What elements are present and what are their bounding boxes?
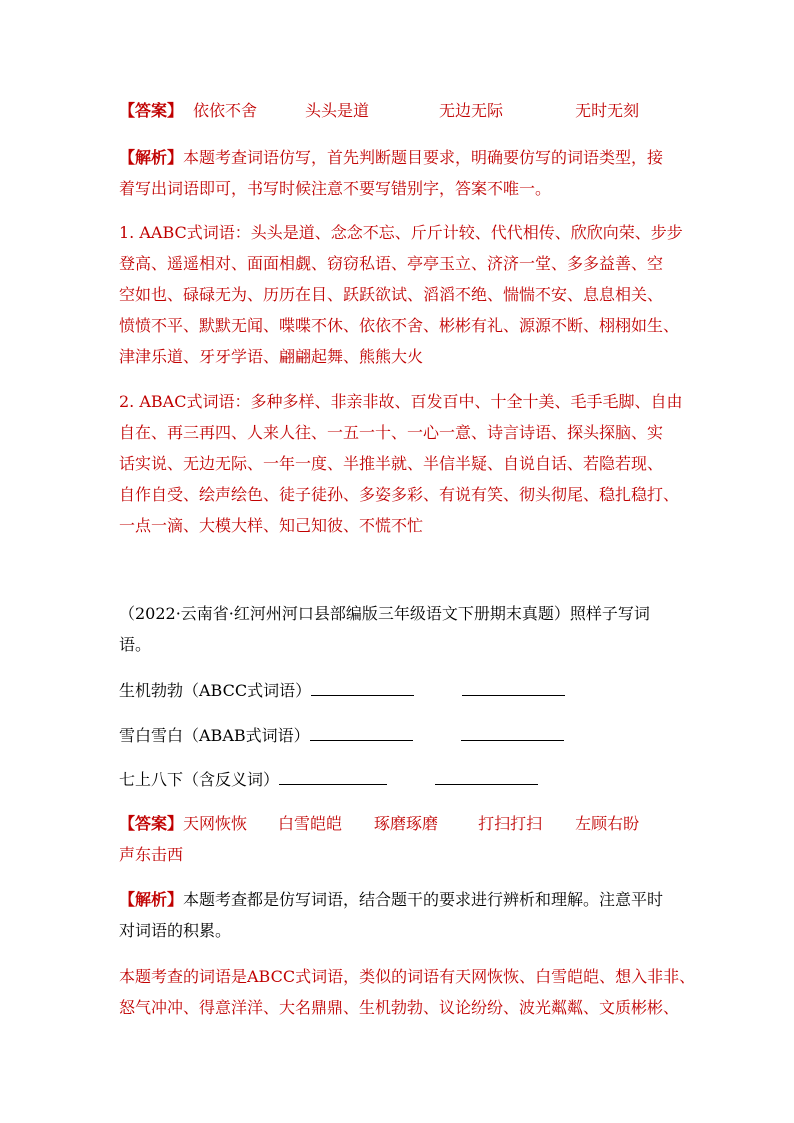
answer-blank[interactable] <box>311 681 414 696</box>
abac-line: 话实说、无边无际、一年一度、半推半就、半信半疑、自说自话、若隐若现、 <box>119 454 664 473</box>
aabc-line: 津津乐道、牙牙学语、翩翩起舞、熊熊大火 <box>119 347 424 366</box>
analysis-line <box>119 889 663 911</box>
answer-line <box>119 813 639 835</box>
answer-word: 天网恢恢 <box>183 814 248 833</box>
question-title: （2022·云南省·红河州河口县部编版三年级语文下册期末真题）照样子写词 <box>119 604 650 623</box>
abac-line: 自在、再三再四、人来人往、一五一十、一心一意、诗言诗语、探头探脑、实 <box>119 423 664 442</box>
answer-word: 打扫打扫 <box>478 814 543 833</box>
answer-blank[interactable] <box>435 770 538 785</box>
answer-word: 头头是道 <box>305 101 370 120</box>
abac-line: 2. ABAC式词语：多种多样、非亲非故、百发百中、十全十美、毛手毛脚、自由 <box>119 392 683 411</box>
answer-label: 【答案】 <box>119 101 184 120</box>
analysis-label: 【解析】 <box>119 148 184 167</box>
answer-blank[interactable] <box>279 770 387 785</box>
abac-line: 一点一滴、大模大样、知己知彼、不慌不忙 <box>119 516 424 535</box>
answer-word: 无时无刻 <box>575 101 640 120</box>
abac-line: 自作自受、绘声绘色、徒子徒孙、多姿多彩、有说有笑、彻头彻尾、稳扎稳打、 <box>119 485 680 504</box>
answer-word: 左顾右盼 <box>575 814 640 833</box>
aabc-line: 空如也、碌碌无为、历历在目、跃跃欲试、滔滔不绝、惴惴不安、息息相关、 <box>119 285 664 304</box>
answer-word: 白雪皑皑 <box>278 814 343 833</box>
analysis-line: 对词语的积累。 <box>119 921 232 940</box>
answer-blank[interactable] <box>461 726 564 741</box>
item-label: 生机勃勃（ABCC式词语） <box>119 681 312 700</box>
aabc-line: 登高、遥遥相对、面面相觑、窃窃私语、亭亭玉立、济济一堂、多多益善、空 <box>119 254 664 273</box>
explain-line: 本题考查的词语是ABCC式词语，类似的词语有天网恢恢、白雪皑皑、想入非非、 <box>119 967 696 986</box>
answer-line: 声东击西 <box>119 845 184 864</box>
explain-line: 怒气冲冲、得意洋洋、大名鼎鼎、生机勃勃、议论纷纷、波光粼粼、文质彬彬、 <box>119 998 680 1017</box>
item-label: 雪白雪白（ABAB式词语） <box>119 726 310 745</box>
answer-word: 无边无际 <box>439 101 504 120</box>
item-label: 七上八下（含反义词） <box>119 770 280 789</box>
analysis-line: 着写出词语即可，书写时候注意不要写错别字，答案不唯一。 <box>119 179 552 198</box>
answer-line <box>119 100 639 122</box>
aabc-line: 1. AABC式词语：头头是道、念念不忘、斤斤计较、代代相传、欣欣向荣、步步 <box>119 223 683 242</box>
answer-label: 【答案】 <box>119 814 184 833</box>
analysis-text: 本题考查都是仿写词语，结合题干的要求进行辨析和理解。注意平时 <box>183 890 664 909</box>
question-item <box>119 680 565 702</box>
analysis-label: 【解析】 <box>119 890 184 909</box>
answer-word: 依依不舍 <box>193 101 258 120</box>
answer-word: 琢磨琢磨 <box>374 814 439 833</box>
answer-blank[interactable] <box>310 726 413 741</box>
question-item <box>119 725 564 747</box>
question-item <box>119 769 538 791</box>
analysis-text: 本题考查词语仿写，首先判断题目要求，明确要仿写的词语类型，接 <box>183 148 664 167</box>
answer-blank[interactable] <box>462 681 565 696</box>
aabc-line: 愤愤不平、默默无闻、喋喋不休、依依不舍、彬彬有礼、源源不断、栩栩如生、 <box>119 316 680 335</box>
question-title: 语。 <box>119 635 152 654</box>
analysis-line <box>119 147 663 169</box>
